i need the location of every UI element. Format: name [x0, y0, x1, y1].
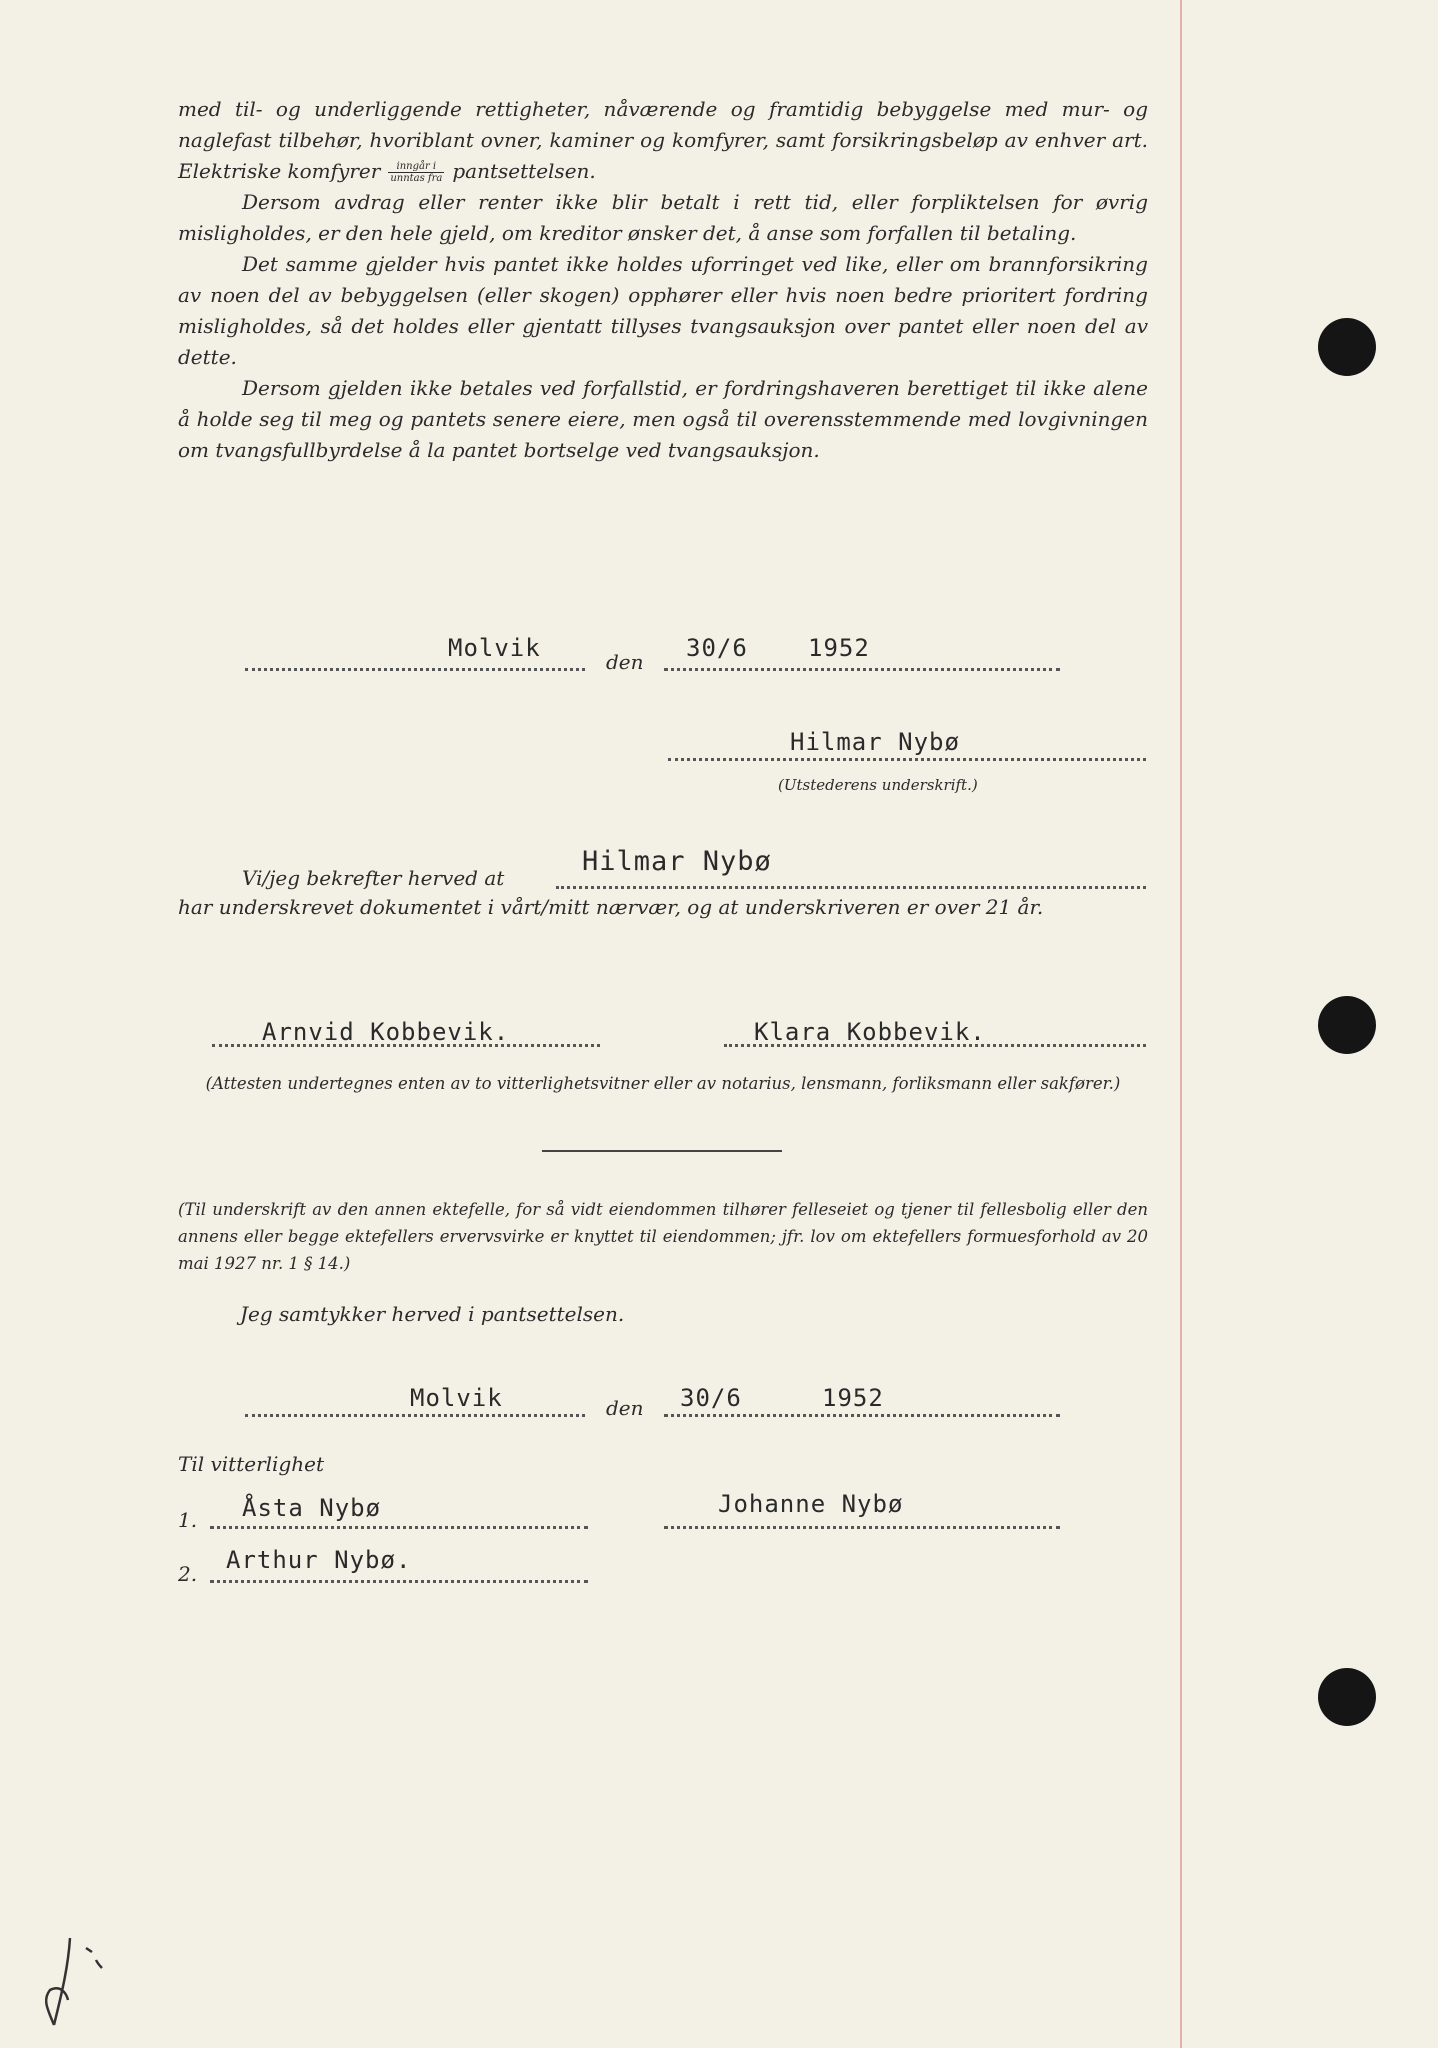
- clause-4: Dersom gjelden ikke betales ved forfallstid, er fordringshaveren berettiget til ikke alene å holde seg til meg og pantets senere eiere, men også til overensstemmende med lovgivningen om tvangsfullbyrdelse å la pantet bortselge ved tvangsauksjon.: [178, 376, 1148, 462]
- vitterlighet2-signature: Arthur Nybø.: [226, 1546, 412, 1574]
- vitterlighet1-dotted-line: [210, 1526, 588, 1529]
- place-dotted-line: [245, 668, 585, 671]
- spouse-signature: Johanne Nybø: [718, 1490, 904, 1518]
- clause-2: Dersom avdrag eller renter ikke blir betalt i rett tid, eller forpliktelsen for øvrig misligholdes, er den hele gjeld, om kreditor ønsker det, å anse som forfallen til betaling.: [178, 190, 1148, 245]
- spouse-date-value: 30/6: [680, 1384, 742, 1412]
- witness-number-2: 2.: [178, 1562, 198, 1586]
- date-dotted-line: [664, 668, 1060, 671]
- punch-hole: [1318, 318, 1376, 376]
- confirmation-name: Hilmar Nybø: [582, 846, 772, 877]
- issuer-signature: Hilmar Nybø: [790, 728, 960, 756]
- witness-heading: Til vitterlighet: [178, 1452, 325, 1476]
- handwritten-mark: [40, 1930, 130, 2030]
- spouse-consent: Jeg samtykker herved i pantsettelsen.: [240, 1302, 625, 1326]
- margin-line: [1180, 0, 1182, 2048]
- vitterlighet2-dotted-line: [210, 1580, 588, 1583]
- section-divider: [542, 1150, 782, 1152]
- punch-hole: [1318, 1668, 1376, 1726]
- clause-1: med til- og underliggende rettigheter, nåværende og framtidig bebyggelse med mur- og naglefast tilbehør, hvoriblant ovner, kaminer og komfyrer, samt forsikringsbeløp av enhver art. Elektriske komfyrer $\frac{\text{inngår i}}{\text{unntas fra}}$ pantsettelsen.: [178, 97, 1148, 184]
- place-value: Molvik: [448, 634, 541, 662]
- spouse-place-value: Molvik: [410, 1384, 503, 1412]
- clauses-text: [178, 94, 1148, 466]
- clause-3: Det samme gjelder hvis pantet ikke holdes uforringet ved like, eller om brannforsikring av noen del av bebyggelsen (eller skogen) opphører eller hvis noen bedre prioritert fordring misligholdes, så det holdes eller gjentatt tillyses tvangsauksjon over pantet eller noen del av dette.: [178, 252, 1148, 369]
- spouse-den-label: den: [606, 1396, 644, 1420]
- issuer-caption: (Utstederens underskrift.): [778, 776, 978, 794]
- witness1-signature: Arnvid Kobbevik.: [262, 1018, 510, 1046]
- spouse-place-dotted-line: [245, 1414, 585, 1417]
- den-label: den: [606, 650, 644, 674]
- spouse-year-value: 1952: [822, 1384, 884, 1412]
- punch-hole: [1318, 996, 1376, 1054]
- issuer-dotted-line: [668, 758, 1146, 761]
- vitterlighet1-signature: Åsta Nybø: [242, 1494, 382, 1522]
- confirmation-lead: Vi/jeg bekrefter herved at: [242, 866, 505, 890]
- year-value: 1952: [808, 634, 870, 662]
- fraction-choice: $\frac{\text{inngår i}}{\text{unntas fra}}$: [390, 161, 443, 184]
- attestation-note: (Attesten undertegnes enten av to vitterlighetsvitner eller av notarius, lensmann, forliksmann eller sakfører.): [205, 1074, 1121, 1093]
- confirmation-dotted-line: [556, 886, 1146, 889]
- witness-number-1: 1.: [178, 1508, 198, 1532]
- confirmation-text: har underskrevet dokumentet i vårt/mitt nærvær, og at underskriveren er over 21 år.: [178, 895, 1044, 919]
- spouse-date-dotted-line: [664, 1414, 1060, 1417]
- spouse-note: (Til underskrift av den annen ektefelle, for så vidt eiendommen tilhører felleseiet og tjener til fellesbolig eller den annens eller begge ektefellers ervervsvirke er knyttet til eiendommen; jfr. lov om ektefellers formuesforhold av 20 mai 1927 nr. 1 § 14.): [178, 1200, 1148, 1273]
- spouse-signature-dotted-line: [664, 1526, 1060, 1529]
- date-value: 30/6: [686, 634, 748, 662]
- witness2-signature: Klara Kobbevik.: [754, 1018, 986, 1046]
